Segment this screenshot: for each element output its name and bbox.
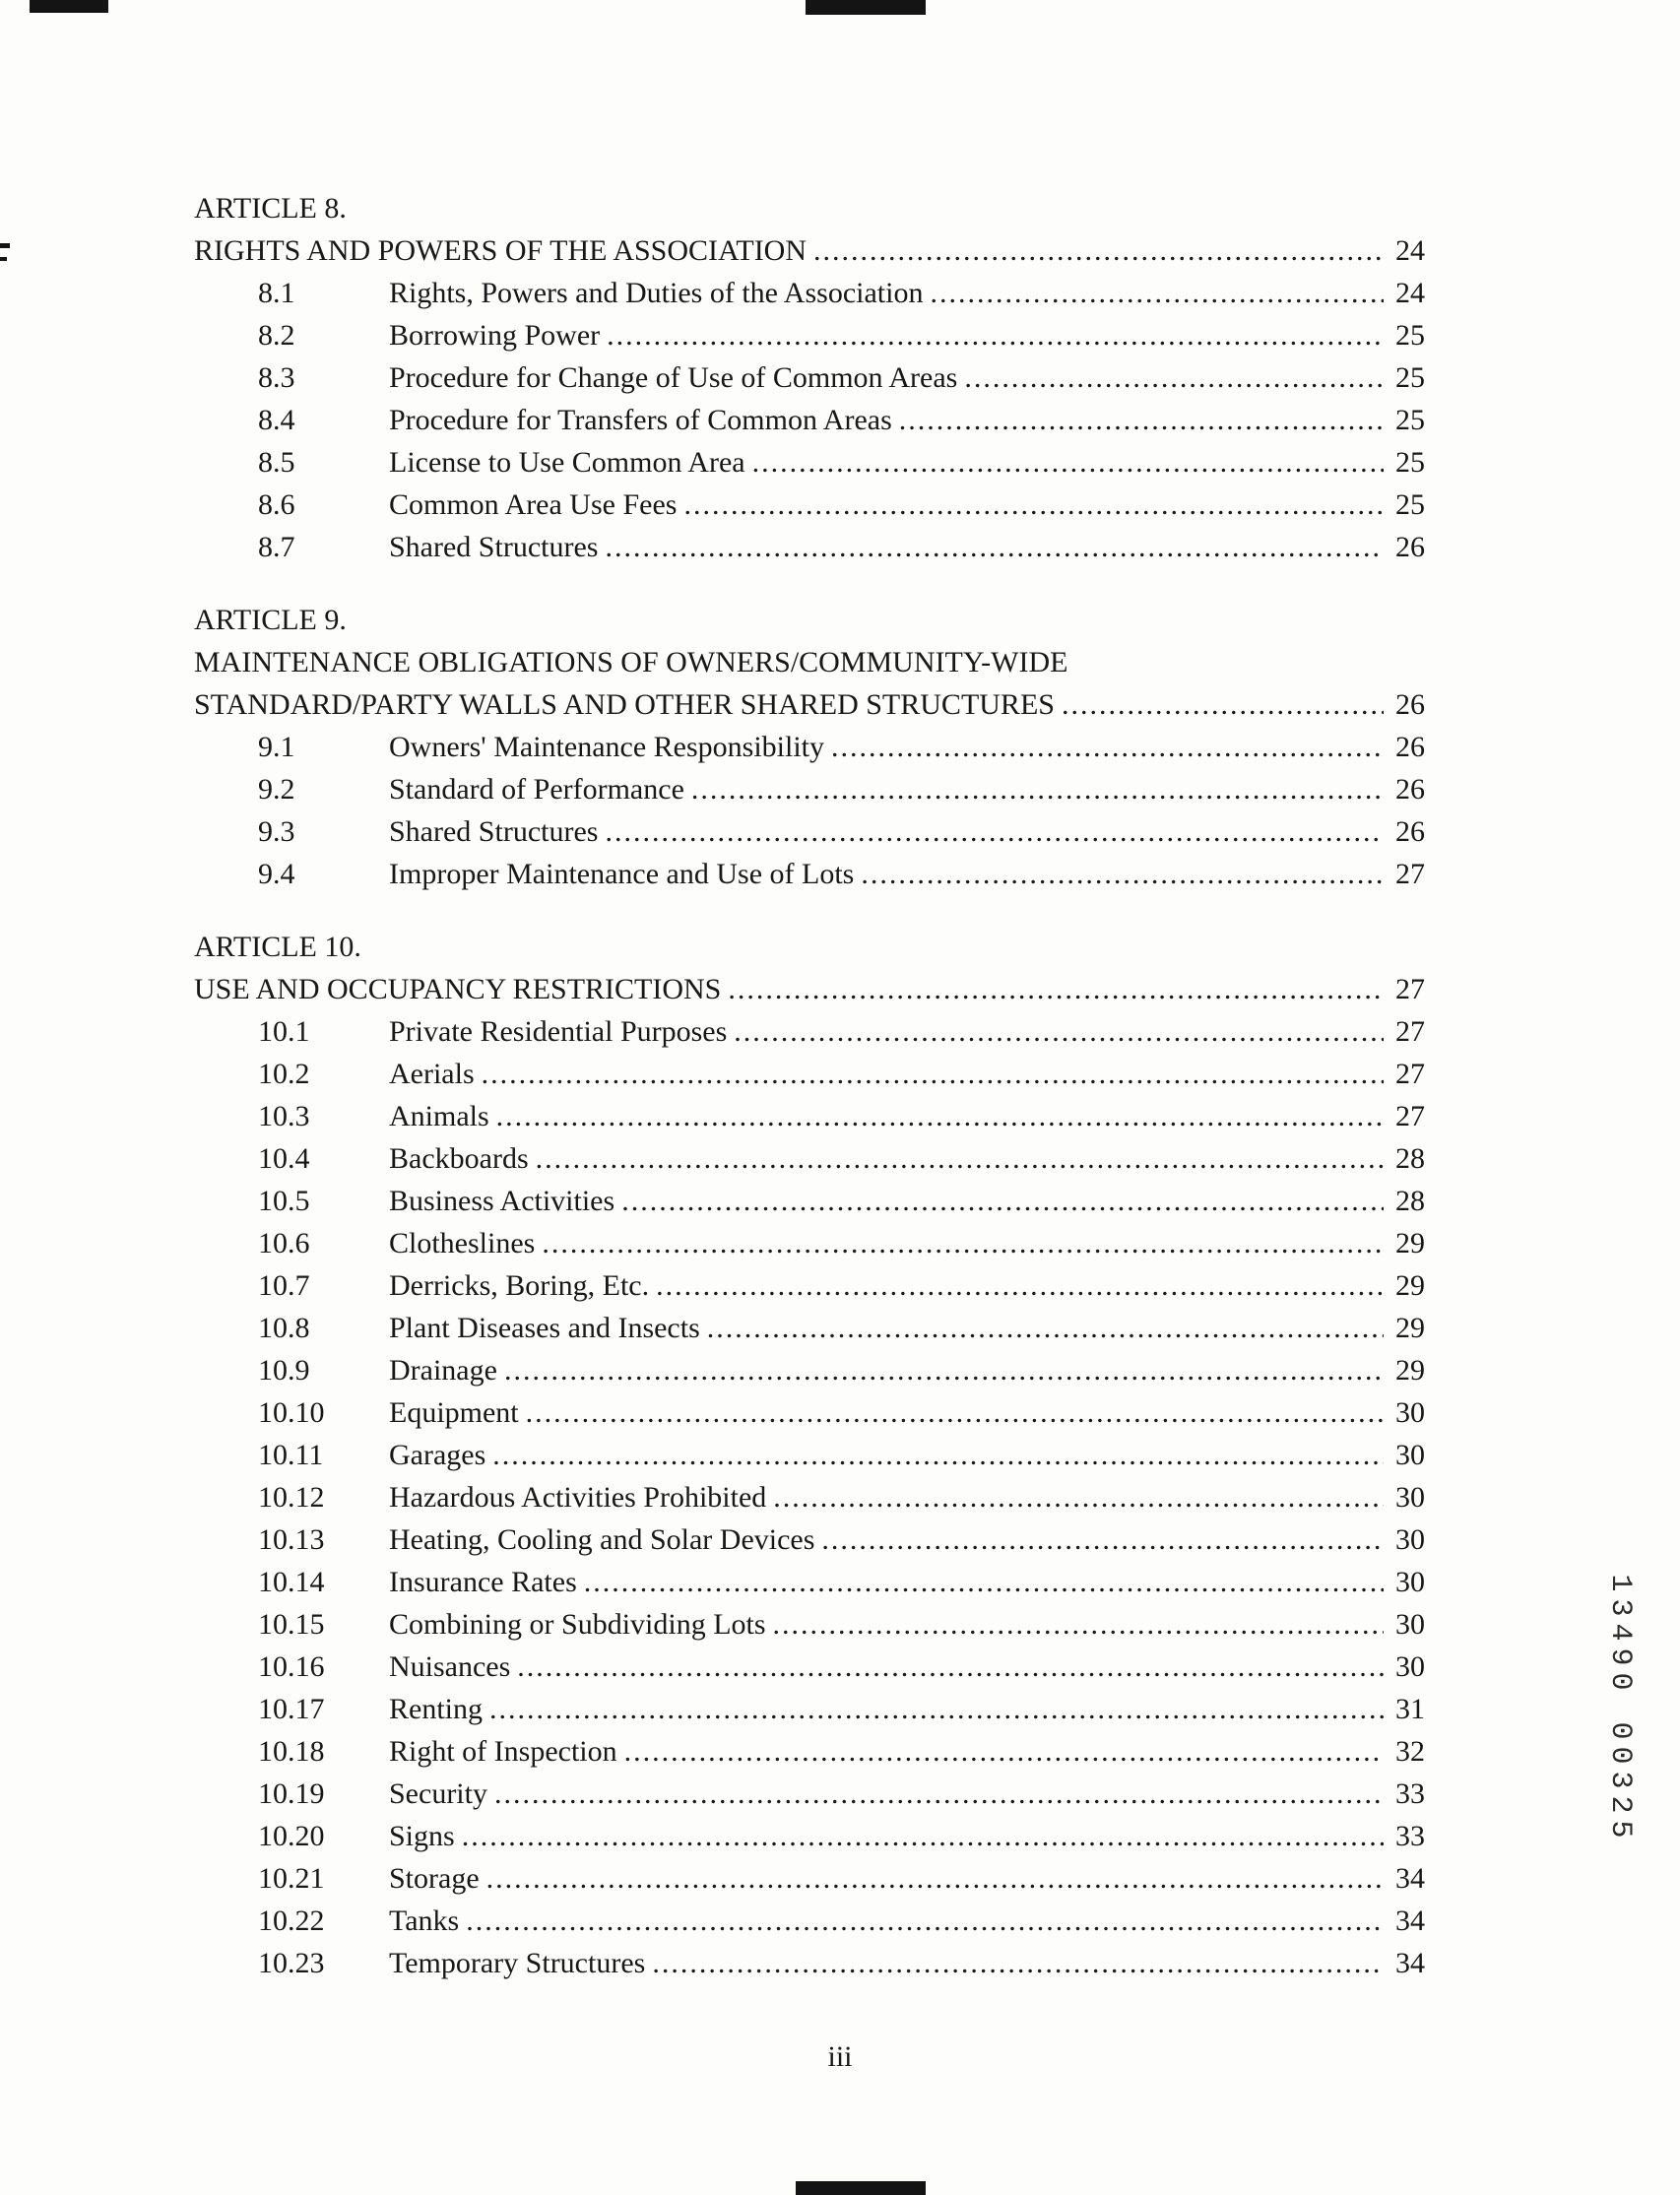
entry-page-number: 25 (1395, 446, 1425, 479)
dot-leader (861, 853, 1384, 895)
toc-entry-row (194, 1857, 1425, 1900)
entry-number: 10.4 (258, 1142, 310, 1175)
dot-leader (621, 1180, 1384, 1222)
toc-entry-row (194, 1137, 1425, 1180)
toc-entry-row (194, 399, 1425, 441)
article-title: USE AND OCCUPANCY RESTRICTIONS (194, 973, 722, 1005)
scan-artifact (0, 257, 7, 261)
dot-leader (773, 1603, 1384, 1646)
toc-entry-row (194, 768, 1425, 810)
entry-title: Garages (389, 1439, 486, 1471)
scan-artifact (0, 243, 10, 248)
entry-page-number: 34 (1395, 1947, 1425, 1979)
toc-entry-row (194, 1646, 1425, 1688)
entry-number: 9.4 (258, 858, 295, 890)
entry-page-number: 31 (1395, 1693, 1425, 1725)
entry-title: Renting (389, 1693, 483, 1725)
toc-entry-row (194, 1815, 1425, 1857)
dot-leader (494, 1773, 1384, 1815)
entry-page-number: 30 (1395, 1396, 1425, 1429)
entry-page-number: 34 (1395, 1904, 1425, 1937)
toc-entry-row (194, 726, 1425, 768)
toc-entry-row (194, 1180, 1425, 1222)
entry-number: 8.1 (258, 277, 295, 309)
entry-title: Security (389, 1777, 487, 1810)
entry-title: Combining or Subdividing Lots (389, 1608, 766, 1641)
entry-title: Backboards (389, 1142, 529, 1175)
toc-entry-row (194, 1095, 1425, 1137)
entry-page-number: 28 (1395, 1185, 1425, 1217)
entry-number: 10.19 (258, 1777, 325, 1810)
entry-title: Insurance Rates (389, 1566, 577, 1598)
dot-leader (486, 1857, 1384, 1900)
dot-leader (813, 229, 1384, 272)
entry-number: 10.1 (258, 1015, 310, 1048)
dot-leader (462, 1815, 1384, 1857)
entry-title: Signs (389, 1820, 455, 1852)
article-title: RIGHTS AND POWERS OF THE ASSOCIATION (194, 234, 808, 267)
toc-article (194, 187, 1425, 568)
entry-title: Procedure for Transfers of Common Areas (389, 404, 892, 436)
dot-leader (930, 272, 1384, 314)
entry-number: 10.12 (258, 1481, 325, 1514)
entry-number: 9.3 (258, 815, 295, 848)
scan-artifact (806, 0, 926, 15)
entry-number: 10.22 (258, 1904, 325, 1937)
dot-leader (517, 1646, 1384, 1688)
entry-page-number: 33 (1395, 1820, 1425, 1852)
article-title: STANDARD/PARTY WALLS AND OTHER SHARED STRUCTURES (194, 688, 1055, 721)
toc-entry-row (194, 272, 1425, 314)
dot-leader (466, 1900, 1384, 1942)
entry-page-number: 29 (1395, 1269, 1425, 1302)
dot-leader (652, 1942, 1384, 1984)
entry-number: 10.10 (258, 1396, 325, 1429)
entry-page-number: 26 (1395, 531, 1425, 563)
entry-page-number: 26 (1395, 815, 1425, 848)
dot-leader (504, 1349, 1384, 1391)
entry-page-number: 26 (1395, 773, 1425, 806)
entry-number: 10.21 (258, 1862, 325, 1895)
toc-entry-row (194, 1518, 1425, 1561)
dot-leader (482, 1053, 1384, 1095)
entry-title: Plant Diseases and Insects (389, 1312, 700, 1344)
entry-title: Animals (389, 1100, 489, 1132)
dot-leader (607, 314, 1384, 356)
toc-entry-row (194, 1434, 1425, 1476)
toc-entry-row (194, 853, 1425, 895)
entry-page-number: 27 (1395, 1058, 1425, 1090)
entry-page-number: 25 (1395, 488, 1425, 521)
entry-number: 10.14 (258, 1566, 325, 1598)
dot-leader (707, 1307, 1384, 1349)
dot-leader (605, 526, 1384, 568)
entry-number: 10.23 (258, 1947, 325, 1979)
entry-number: 10.20 (258, 1820, 325, 1852)
dot-leader (728, 968, 1384, 1010)
entry-page-number: 29 (1395, 1354, 1425, 1387)
entry-title: Business Activities (389, 1185, 615, 1217)
toc-entry-row (194, 314, 1425, 356)
toc-entry-row (194, 441, 1425, 484)
entry-title: Derricks, Boring, Etc. (389, 1269, 650, 1302)
entry-title: Tanks (389, 1904, 460, 1937)
entry-number: 8.5 (258, 446, 295, 479)
entry-page-number: 25 (1395, 361, 1425, 394)
entry-title: Drainage (389, 1354, 497, 1387)
dot-leader (683, 484, 1384, 526)
footer-page-number: iii (827, 2040, 853, 2073)
entry-page-number: 29 (1395, 1312, 1425, 1344)
dot-leader (734, 1010, 1384, 1053)
entry-page-number: 30 (1395, 1523, 1425, 1556)
entry-title: Procedure for Change of Use of Common Areas (389, 361, 958, 394)
toc-entry-row (194, 526, 1425, 568)
entry-title: Private Residential Purposes (389, 1015, 728, 1048)
entry-number: 10.18 (258, 1735, 325, 1768)
entry-title: Shared Structures (389, 531, 599, 563)
entry-page-number: 27 (1395, 1015, 1425, 1048)
entry-title: Nuisances (389, 1650, 511, 1683)
entry-page-number: 26 (1395, 731, 1425, 763)
entry-title: Borrowing Power (389, 319, 601, 352)
toc-entry-row (194, 1010, 1425, 1053)
entry-page-number: 27 (1395, 1100, 1425, 1132)
entry-page-number: 30 (1395, 1566, 1425, 1598)
toc-entry-row (194, 356, 1425, 399)
toc-entry-row (194, 1053, 1425, 1095)
toc (194, 187, 1425, 1984)
dot-leader (489, 1688, 1384, 1730)
entry-number: 10.5 (258, 1185, 310, 1217)
entry-title: Improper Maintenance and Use of Lots (389, 858, 855, 890)
entry-number: 8.3 (258, 361, 295, 394)
entry-title: Temporary Structures (389, 1947, 646, 1979)
dot-leader (656, 1264, 1384, 1307)
recorder-stamp-number: 13490 00325 (1603, 1574, 1637, 1845)
entry-page-number: 30 (1395, 1650, 1425, 1683)
toc-entry-row (194, 1603, 1425, 1646)
entry-title: Hazardous Activities Prohibited (389, 1481, 767, 1514)
entry-title: Heating, Cooling and Solar Devices (389, 1523, 815, 1556)
entry-page-number: 25 (1395, 319, 1425, 352)
dot-leader (526, 1391, 1384, 1434)
toc-entry-row (194, 1730, 1425, 1773)
entry-page-number: 30 (1395, 1481, 1425, 1514)
entry-title: Equipment (389, 1396, 519, 1429)
article-heading: ARTICLE 8. (194, 192, 347, 225)
toc-entry-row (194, 810, 1425, 853)
entry-number: 10.6 (258, 1227, 310, 1259)
entry-number: 8.2 (258, 319, 295, 352)
article-page-number: 24 (1395, 234, 1425, 267)
entry-title: Aerials (389, 1058, 475, 1090)
entry-number: 10.2 (258, 1058, 310, 1090)
toc-entry-row (194, 1773, 1425, 1815)
toc-article (194, 926, 1425, 1984)
toc-entry-row (194, 1900, 1425, 1942)
dot-leader (773, 1476, 1384, 1518)
entry-page-number: 30 (1395, 1439, 1425, 1471)
article-title-row (194, 968, 1425, 1010)
dot-leader (964, 356, 1384, 399)
dot-leader (496, 1095, 1384, 1137)
toc-entry-row (194, 1942, 1425, 1984)
entry-number: 9.2 (258, 773, 295, 806)
entry-title: License to Use Common Area (389, 446, 745, 479)
entry-title: Owners' Maintenance Responsibility (389, 731, 824, 763)
article-title-line: MAINTENANCE OBLIGATIONS OF OWNERS/COMMUNITY-WIDE (194, 646, 1068, 678)
entry-title: Common Area Use Fees (389, 488, 678, 521)
entry-title: Shared Structures (389, 815, 599, 848)
entry-title: Rights, Powers and Duties of the Association (389, 277, 924, 309)
article-heading: ARTICLE 9. (194, 604, 347, 636)
dot-leader (831, 726, 1384, 768)
entry-number: 10.7 (258, 1269, 310, 1302)
scan-artifact (796, 2181, 926, 2195)
toc-entry-row (194, 1264, 1425, 1307)
toc-entry-row (194, 1307, 1425, 1349)
dot-leader (821, 1518, 1384, 1561)
dot-leader (899, 399, 1384, 441)
entry-title: Clotheslines (389, 1227, 536, 1259)
entry-page-number: 32 (1395, 1735, 1425, 1768)
entry-number: 10.8 (258, 1312, 310, 1344)
entry-number: 8.4 (258, 404, 295, 436)
entry-number: 10.3 (258, 1100, 310, 1132)
toc-entry-row (194, 1476, 1425, 1518)
dot-leader (752, 441, 1384, 484)
entry-number: 8.6 (258, 488, 295, 521)
entry-title: Storage (389, 1862, 480, 1895)
entry-number: 9.1 (258, 731, 295, 763)
article-title-row (194, 229, 1425, 272)
entry-number: 10.17 (258, 1693, 325, 1725)
dot-leader (542, 1222, 1384, 1264)
article-page-number: 27 (1395, 973, 1425, 1005)
entry-page-number: 29 (1395, 1227, 1425, 1259)
toc-entry-row (194, 1391, 1425, 1434)
dot-leader (1062, 683, 1384, 726)
entry-title: Right of Inspection (389, 1735, 617, 1768)
entry-page-number: 34 (1395, 1862, 1425, 1895)
entry-number: 8.7 (258, 531, 295, 563)
entry-number: 10.9 (258, 1354, 310, 1387)
dot-leader (584, 1561, 1384, 1603)
entry-page-number: 30 (1395, 1608, 1425, 1641)
toc-entry-row (194, 1688, 1425, 1730)
scan-artifact (30, 0, 108, 13)
entry-page-number: 24 (1395, 277, 1425, 309)
entry-page-number: 27 (1395, 858, 1425, 890)
entry-number: 10.11 (258, 1439, 324, 1471)
entry-number: 10.13 (258, 1523, 325, 1556)
entry-number: 10.15 (258, 1608, 325, 1641)
entry-page-number: 25 (1395, 404, 1425, 436)
dot-leader (492, 1434, 1384, 1476)
article-heading: ARTICLE 10. (194, 931, 361, 963)
dot-leader (536, 1137, 1384, 1180)
entry-page-number: 33 (1395, 1777, 1425, 1810)
dot-leader (691, 768, 1384, 810)
toc-article (194, 599, 1425, 895)
article-page-number: 26 (1395, 688, 1425, 721)
dot-leader (605, 810, 1384, 853)
toc-entry-row (194, 484, 1425, 526)
toc-entry-row (194, 1561, 1425, 1603)
toc-entry-row (194, 1222, 1425, 1264)
entry-page-number: 28 (1395, 1142, 1425, 1175)
entry-title: Standard of Performance (389, 773, 684, 806)
article-title-row (194, 683, 1425, 726)
dot-leader (624, 1730, 1384, 1773)
toc-entry-row (194, 1349, 1425, 1391)
entry-number: 10.16 (258, 1650, 325, 1683)
